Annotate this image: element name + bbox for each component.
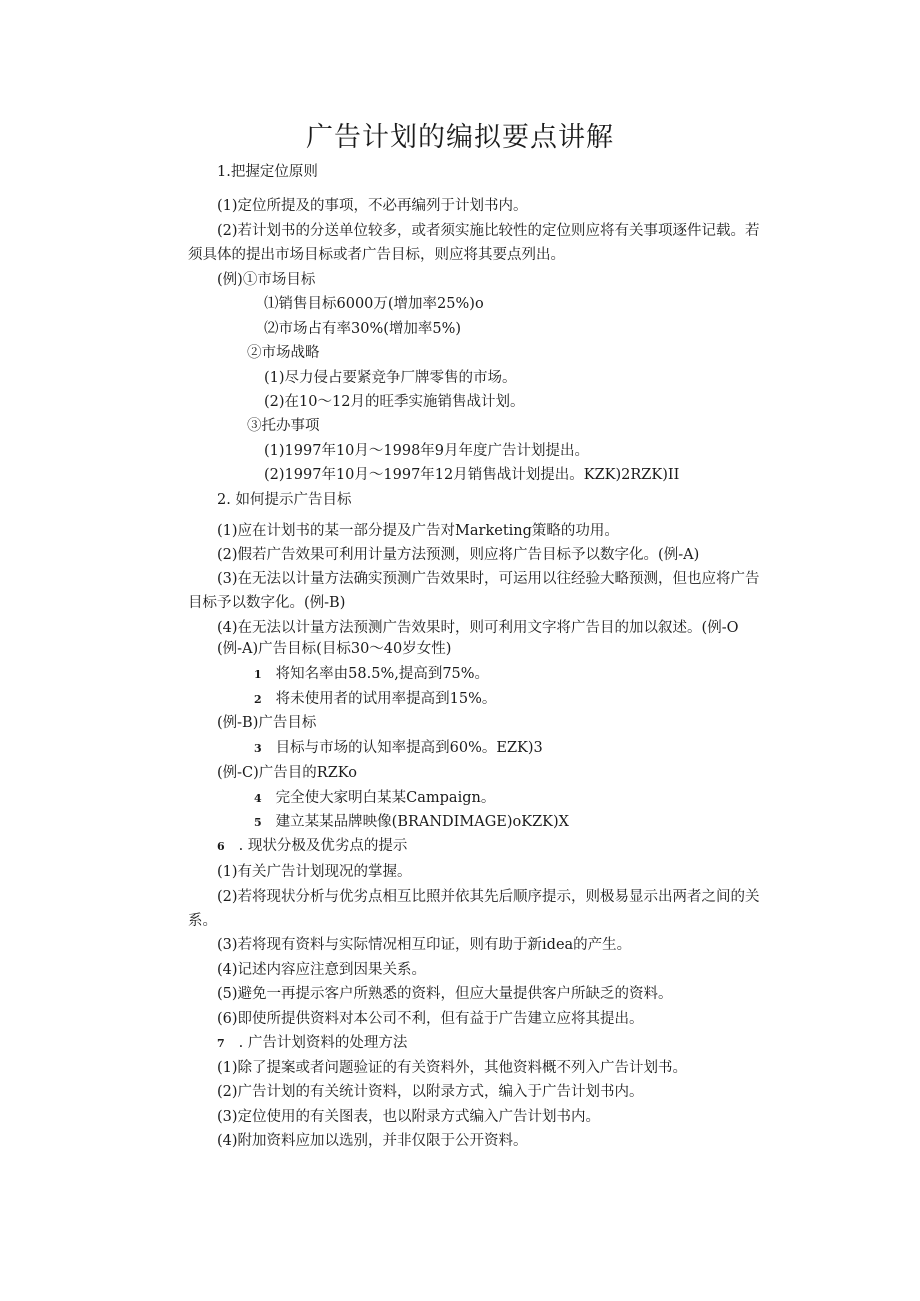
example-line: (例-C)广告目的RZKo [217, 765, 357, 781]
paragraph-line: (2)若将现状分析与优劣点相互比照并依其先后顺序提示，则极易显示出两者之间的关 [217, 889, 760, 905]
paragraph-line: (1)定位所提及的事项，不必再编列于计划书内。 [217, 198, 528, 214]
example-line: ⑵市场占有率30%(增加率5%) [264, 321, 462, 337]
section-heading: 2. 如何提示广告目标 [217, 492, 352, 508]
example-line: (1)1997年10月～1998年9月年度广告计划提出。 [264, 443, 590, 459]
item-number: 5 [254, 816, 262, 829]
paragraph-line: (1)有关广告计划现况的掌握。 [217, 864, 412, 880]
paragraph-line: (6)即使所提供资料对本公司不利，但有益于广告建立应将其提出。 [217, 1011, 644, 1027]
paragraph-line: (4)记述内容应注意到因果关系。 [217, 962, 427, 978]
paragraph-line: (2)广告计划的有关统计资料，以附录方式，编入于广告计划书内。 [217, 1084, 644, 1100]
example-line: (2)1997年10月～1997年12月销售战计划提出。KZK)2RZK)II [264, 467, 680, 483]
numbered-item [254, 662, 489, 687]
example-line: (2)在10～12月的旺季实施销售战计划。 [264, 394, 525, 410]
paragraph-line: (3)定位使用的有关图表，也以附录方式编入广告计划书内。 [217, 1109, 601, 1125]
item-text: 完全使大家明白某某Campaign。 [275, 790, 496, 806]
item-text: 建立某某品牌映像(BRANDIMAGE)oKZK)X [275, 814, 569, 830]
numbered-item [254, 810, 569, 835]
paragraph-line: (2)假若广告效果可利用计量方法预测，则应将广告目标予以数字化。(例-A) [217, 547, 700, 563]
section-heading [217, 1031, 407, 1056]
paragraph-line: (4)在无法以计量方法预测广告效果时，则可利用文字将广告目的加以叙述。(例-O [217, 620, 739, 636]
paragraph-line: (5)避免一再提示客户所熟悉的资料，但应大量提供客户所缺乏的资料。 [217, 986, 673, 1002]
item-number: 1 [254, 668, 262, 681]
item-number: 2 [254, 693, 262, 706]
example-line: ②市场战略 [247, 345, 320, 361]
paragraph-line: (1)除了提案或者问题验证的有关资料外，其他资料概不列入广告计划书。 [217, 1060, 688, 1076]
item-number: 4 [254, 792, 262, 805]
paragraph-line: (3)在无法以计量方法确实预测广告效果时，可运用以往经验大略预测，但也应将广告 [217, 571, 760, 587]
paragraph-line: 须具体的提出市场目标或者广告目标，则应将其要点列出。 [188, 247, 565, 263]
item-text: 将知名率由58.5%,提高到75%。 [275, 666, 490, 682]
example-line: (例-A)广告目标(目标30～40岁女性) [217, 641, 452, 657]
paragraph-line: 系。 [188, 913, 217, 929]
item-text: 将未使用者的试用率提高到15%。 [275, 691, 497, 707]
section-heading-text: . 广告计划资料的处理方法 [238, 1035, 408, 1051]
item-text: 目标与市场的认知率提高到60%。EZK)3 [275, 740, 543, 756]
example-line: (例-B)广告目标 [217, 715, 317, 731]
paragraph-line: 目标予以数字化。(例-B) [188, 595, 346, 611]
example-line: ⑴销售目标6000万(增加率25%)o [264, 296, 484, 312]
paragraph-line: (4)附加资料应加以选别，并非仅限于公开资料。 [217, 1133, 528, 1149]
item-number: 3 [254, 742, 262, 755]
example-line: ③托办事项 [247, 418, 320, 434]
numbered-item [254, 786, 495, 811]
paragraph-line: (3)若将现有资料与实际情况相互印证，则有助于新idea的产生。 [217, 937, 632, 953]
section-number: 6 [217, 840, 225, 853]
paragraph-line: (2)若计划书的分送单位较多，或者须实施比较性的定位则应将有关事项逐件记载。若 [217, 223, 760, 239]
section-heading: 1.把握定位原则 [217, 164, 318, 180]
paragraph-line: (1)应在计划书的某一部分提及广告对Marketing策略的功用。 [217, 523, 619, 539]
example-line: (1)尽力侵占要紧竞争厂牌零售的市场。 [264, 370, 517, 386]
example-line: (例)①市场目标 [217, 272, 316, 288]
section-heading-text: . 现状分极及优劣点的提示 [238, 838, 408, 854]
numbered-item [254, 736, 543, 761]
document-title: 广告计划的编拟要点讲解 [306, 122, 614, 153]
numbered-item [254, 687, 496, 712]
section-number: 7 [217, 1037, 225, 1050]
section-heading [217, 834, 407, 859]
